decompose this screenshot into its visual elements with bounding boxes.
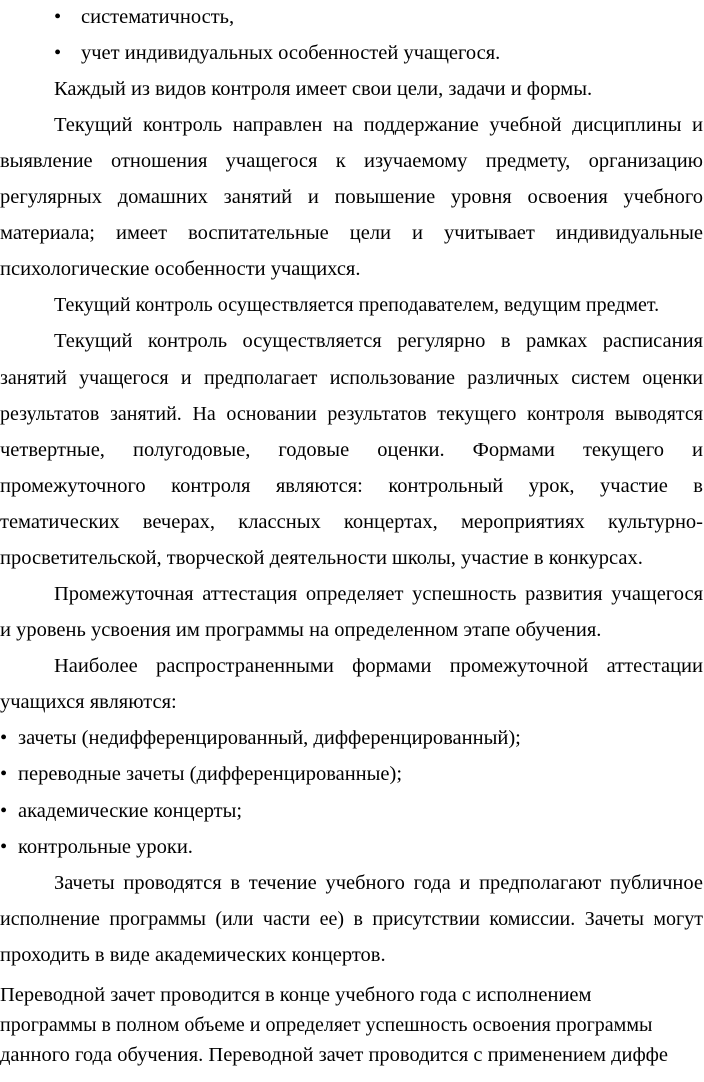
paragraph-forms-line: Наиболее распространенными формами промежуточной аттестации	[54, 655, 703, 677]
paragraph-current-purpose-line: регулярных домашних занятий и повышение уровня освоения учебного	[0, 186, 703, 208]
paragraph-transfer-line: программы в полном объеме и определяет успешность освоения программы	[0, 1014, 653, 1036]
paragraph-transfer-line: Переводной зачет проводится в конце учебного года с исполнением	[0, 984, 592, 1006]
bullet-marker: •	[54, 6, 62, 28]
bullet-marker: •	[0, 727, 8, 749]
paragraph-transfer-line: данного года обучения. Переводной зачет проводится с применением диффе	[0, 1044, 669, 1066]
intro-bullet-1: систематичность,	[81, 6, 235, 28]
bullet-marker: •	[0, 763, 8, 785]
paragraph-credits-line: Зачеты проводятся в течение учебного года и предполагают публичное	[54, 872, 703, 894]
paragraph-current-regular-line: занятий учащегося и предполагает использование различных систем оценки	[0, 367, 703, 389]
forms-list-item: контрольные уроки.	[18, 836, 193, 858]
paragraph-intermediate-line: и уровень усвоения им программы на определенном этапе обучения.	[0, 619, 602, 641]
paragraph-current-regular-line: промежуточного контроля являются: контрольный урок, участие в	[0, 475, 703, 497]
paragraph-current-regular-line: тематических вечерах, классных концертах, мероприятиях культурно-	[0, 511, 703, 533]
paragraph-credits-line: исполнение программы (или части ее) в присутствии комиссии. Зачеты могут	[0, 908, 703, 930]
forms-list-item: переводные зачеты (дифференцированные);	[18, 763, 403, 785]
paragraph-current-teacher: Текущий контроль осуществляется преподавателем, ведущим предмет.	[54, 294, 660, 316]
paragraph-current-purpose-line: Текущий контроль направлен на поддержание учебной дисциплины и	[54, 114, 703, 136]
paragraph-forms-line: учащихся являются:	[0, 691, 177, 713]
paragraph-current-regular-line: четвертные, полугодовые, годовые оценки. Формами текущего и	[0, 439, 703, 461]
bullet-marker: •	[0, 800, 8, 822]
paragraph-current-regular-line: Текущий контроль осуществляется регулярно в рамках расписания	[54, 330, 703, 352]
forms-list-item: академические концерты;	[18, 800, 243, 822]
paragraph-current-purpose-line: материала; имеет воспитательные цели и учитывает индивидуальные	[0, 222, 703, 244]
bullet-marker: •	[54, 42, 62, 64]
paragraph-credits-line: проходить в виде академических концертов.	[0, 944, 386, 966]
paragraph-current-regular-line: просветительской, творческой деятельности школы, участие в конкурсах.	[0, 547, 643, 569]
forms-list-item: зачеты (недифференцированный, дифференцированный);	[18, 727, 521, 749]
paragraph-goals: Каждый из видов контроля имеет свои цели, задачи и формы.	[54, 78, 593, 100]
paragraph-current-regular-line: результатов занятий. На основании результатов текущего контроля выводятся	[0, 403, 703, 425]
paragraph-intermediate-line: Промежуточная аттестация определяет успешность развития учащегося	[54, 583, 703, 605]
paragraph-current-purpose-line: психологические особенности учащихся.	[0, 258, 361, 280]
intro-bullet-2: учет индивидуальных особенностей учащегося.	[81, 42, 501, 64]
bullet-marker: •	[0, 836, 8, 858]
paragraph-current-purpose-line: выявление отношения учащегося к изучаемому предмету, организацию	[0, 150, 703, 172]
